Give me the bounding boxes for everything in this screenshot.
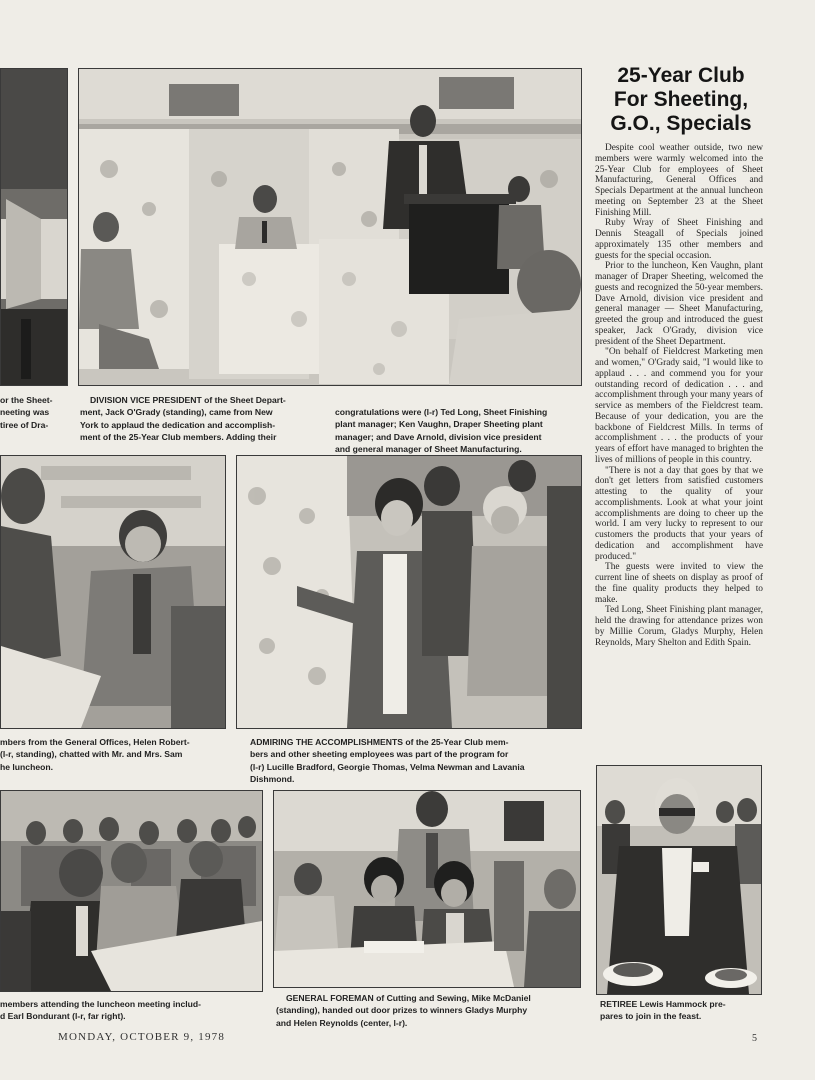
caption-congratulations: congratulations were (l-r) Ted Long, Sheet Finishing plant manager; Ken Vaughn, Draper Sheeting plant manager; and Dave Arnold, division vice president and general manager of Sheet Manufacturing.	[335, 407, 548, 454]
article-paragraph: "There is not a day that goes by that we don't get letters from satisfied customers attesting to the quality of your accomplishments. Look at what your joint accomplishments are doing to cheer up the world. I am very lucky to represent to our customers the products that your years of dedication and accomplishment have produced."	[595, 465, 763, 562]
article-headline: 25-Year Club For Sheeting, G.O., Specials	[610, 64, 752, 135]
article-paragraph: Ruby Wray of Sheet Finishing and Dennis Steagall of Specials joined approximately 135 other members and guests for the special occasion.	[595, 218, 763, 261]
footer-date: MONDAY, OCTOBER 9, 1978	[58, 1031, 226, 1043]
article-body	[595, 143, 763, 648]
page-number: 5	[752, 1033, 757, 1044]
photo-top-left-cropped	[0, 68, 68, 386]
photo-division-vice-president-speech	[78, 68, 582, 386]
caption-division-vice-president: DIVISION VICE PRESIDENT of the Sheet Depart- ment, Jack O'Grady (standing), came from New York to applaud the dedication and accomplish- ment of the 25-Year Club members. Adding their	[80, 395, 286, 442]
photo-general-offices-members	[0, 455, 226, 729]
article-paragraph: Ted Long, Sheet Finishing plant manager, held the drawing for attendance prizes won by Millie Corum, Gladys Murphy, Helen Reynolds, Mary Shelton and Edith Spain.	[595, 605, 763, 648]
photo-luncheon-members	[0, 790, 263, 992]
caption-general-foreman: GENERAL FOREMAN of Cutting and Sewing, Mike McDaniel (standing), handed out door prizes to winners Gladys Murphy and Helen Reynolds (center, l-r).	[276, 993, 531, 1028]
photo-admiring-the-accomplishments	[236, 455, 582, 729]
caption-top-left-fragment: or the Sheet- neeting was tiree of Dra-	[0, 395, 53, 430]
photo-retiree-lewis-hammock	[596, 765, 762, 995]
caption-retiree: RETIREE Lewis Hammock pre- pares to join in the feast.	[600, 999, 726, 1022]
article-paragraph: The guests were invited to view the current line of sheets on display as proof of the fine quality products they helped to make.	[595, 562, 763, 605]
caption-admiring-the-accomplishments: ADMIRING THE ACCOMPLISHMENTS of the 25-Year Club mem- bers and other sheeting employees was part of the program for (l-r) Lucille Bradford, Georgie Thomas, Velma Newman and Lavania Dishmond.	[250, 737, 525, 784]
article-paragraph: Despite cool weather outside, two new members were warmly welcomed into the 25-Year Club for employees of Sheet Manufacturing, General Offices and Specials Department at the annual luncheon meeting on September 23 at the Sheet Finishing Mill.	[595, 143, 763, 218]
caption-luncheon-members-fragment: members attending the luncheon meeting includ- d Earl Bondurant (l-r, far right).	[0, 999, 202, 1022]
article-paragraph: Prior to the luncheon, Ken Vaughn, plant manager of Draper Sheeting, welcomed the guests and recognized the 50-year members. Dave Arnold, division vice president and general manager — Sheet Manufacturing, greeted the group and introduced the guest speaker, Jack O'Grady, division vice president of the Sheet Department.	[595, 261, 763, 347]
photo-general-foreman-door-prizes	[273, 790, 581, 988]
article-paragraph: "On behalf of Fieldcrest Marketing men and women," O'Grady said, "I would like to applaud . . . and commend you for your outstanding record of dedication . . . and accomplishment through your many years of service as members of the Fieldcrest team. Because of your dedication, you are the backbone of Fieldcrest Mills. In terms of accomplishment . . . the products of your years of effort have managed to brighten the lives of millions of people in this country.	[595, 347, 763, 465]
caption-general-offices-fragment: mbers from the General Offices, Helen Robert- (l-r, standing), chatted with Mr. and Mrs. Sam he luncheon.	[0, 737, 190, 772]
